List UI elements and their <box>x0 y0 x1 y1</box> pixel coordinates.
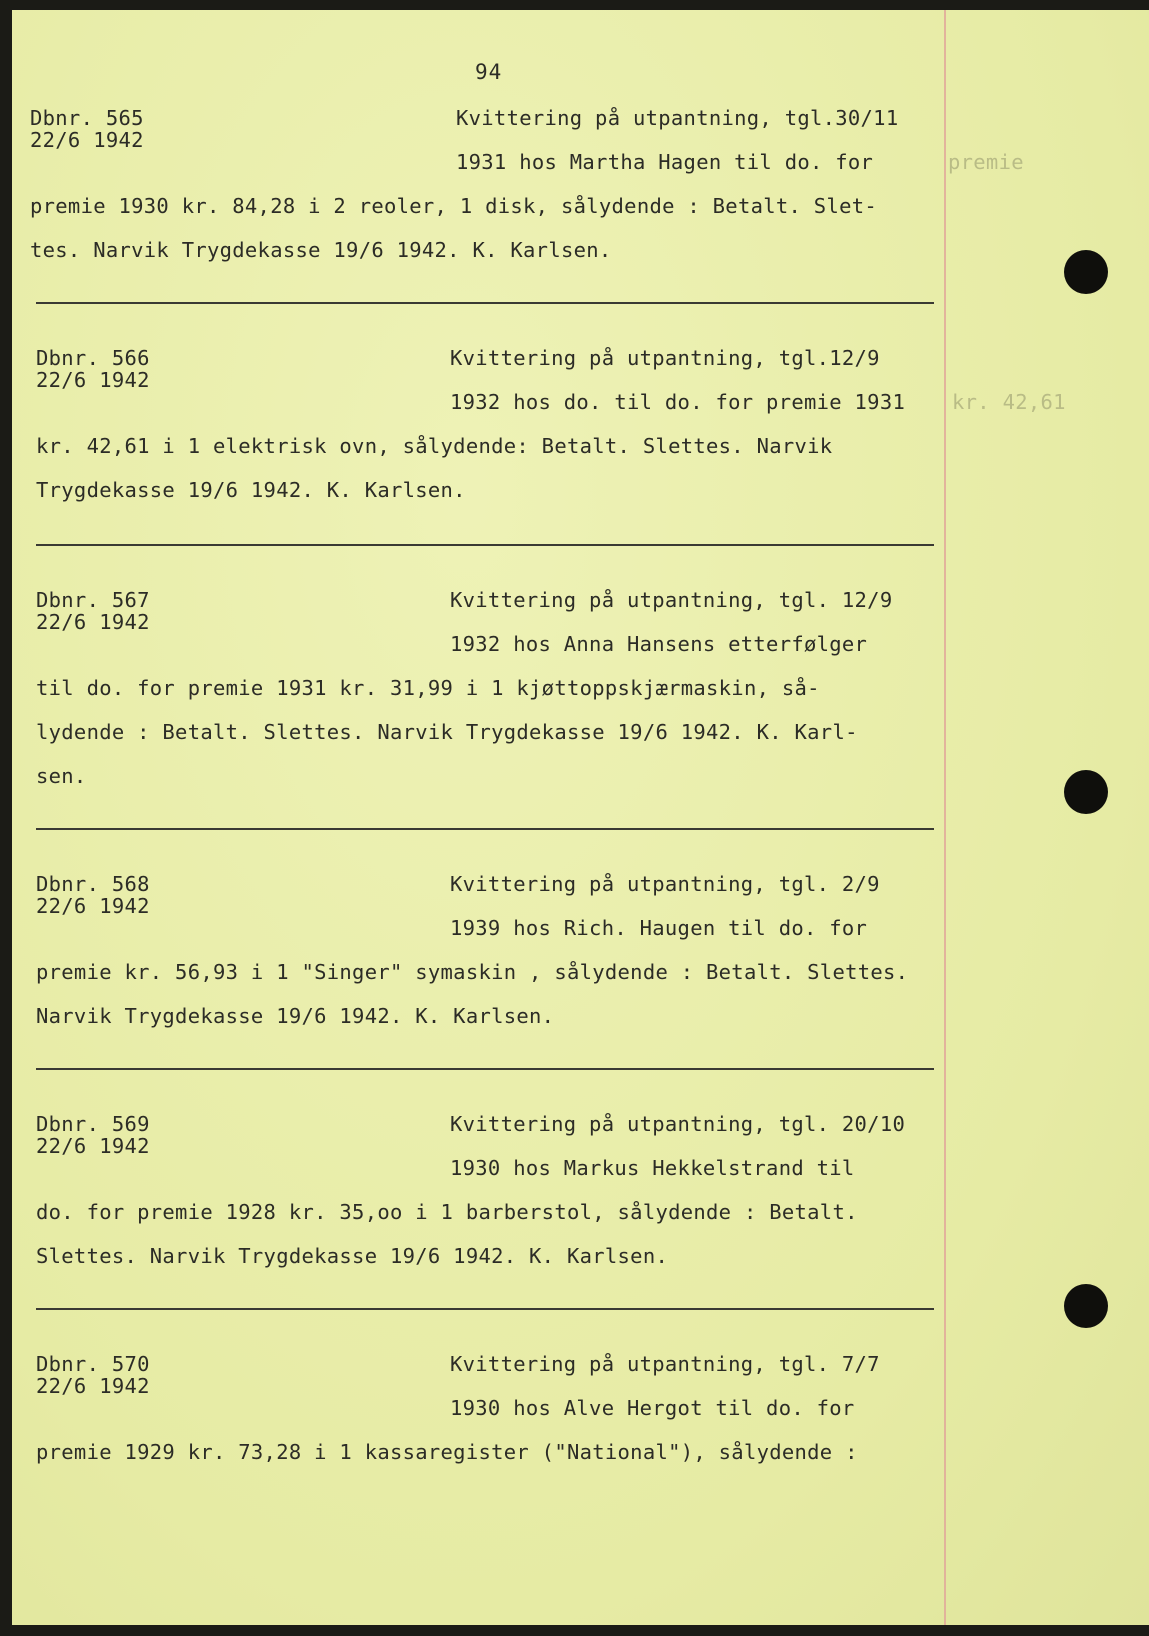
entry-date: 22/6 1942 <box>36 610 150 634</box>
entry-line: premie kr. 56,93 i 1 "Singer" symaskin , sålydende : Betalt. Slettes. <box>36 960 909 984</box>
entry-date: 22/6 1942 <box>36 894 150 918</box>
document-page <box>12 10 1149 1625</box>
entry-dbnr: Dbnr. 565 <box>30 106 144 130</box>
entry-dbnr: Dbnr. 568 <box>36 872 150 896</box>
entry-divider <box>36 1308 934 1310</box>
entry-divider <box>36 302 934 304</box>
entry-line: 1930 hos Markus Hekkelstrand til <box>450 1156 855 1180</box>
entry-date: 22/6 1942 <box>36 1134 150 1158</box>
entry-line: 1932 hos Anna Hansens etterfølger <box>450 632 868 656</box>
entry-date: 22/6 1942 <box>30 128 144 152</box>
entry-line: kr. 42,61 i 1 elektrisk ovn, sålydende: Betalt. Slettes. Narvik <box>36 434 833 458</box>
entry-divider <box>36 1068 934 1070</box>
entry-line: lydende : Betalt. Slettes. Narvik Trygdekasse 19/6 1942. K. Karl- <box>36 720 858 744</box>
entry-line: Slettes. Narvik Trygdekasse 19/6 1942. K. Karlsen. <box>36 1244 669 1268</box>
entry-line: Kvittering på utpantning, tgl. 12/9 <box>450 588 893 612</box>
entry-line: 1932 hos do. til do. for premie 1931 <box>450 390 906 414</box>
punch-hole <box>1064 770 1108 814</box>
entry-line: 1939 hos Rich. Haugen til do. for <box>450 916 868 940</box>
entry-line: til do. for premie 1931 kr. 31,99 i 1 kjøttoppskjærmaskin, så- <box>36 676 820 700</box>
entry-date: 22/6 1942 <box>36 368 150 392</box>
entry-line: Kvittering på utpantning, tgl. 7/7 <box>450 1352 880 1376</box>
entry-divider <box>36 544 934 546</box>
entry-line: tes. Narvik Trygdekasse 19/6 1942. K. Karlsen. <box>30 238 612 262</box>
entry-divider <box>36 828 934 830</box>
entry-dbnr: Dbnr. 569 <box>36 1112 150 1136</box>
entry-line: Kvittering på utpantning, tgl. 20/10 <box>450 1112 906 1136</box>
entry-line: premie 1930 kr. 84,28 i 2 reoler, 1 disk, sålydende : Betalt. Slet- <box>30 194 878 218</box>
entry-dbnr: Dbnr. 567 <box>36 588 150 612</box>
entry-dbnr: Dbnr. 566 <box>36 346 150 370</box>
bleed-through-text: premie <box>948 150 1024 174</box>
entry-line: Kvittering på utpantning, tgl.30/11 <box>456 106 899 130</box>
bleed-through-text: kr. 42,61 <box>952 390 1066 414</box>
entry-date: 22/6 1942 <box>36 1374 150 1398</box>
punch-hole <box>1064 1284 1108 1328</box>
entry-line: sen. <box>36 764 87 788</box>
entry-line: 1931 hos Martha Hagen til do. for <box>456 150 874 174</box>
punch-hole <box>1064 250 1108 294</box>
entry-line: do. for premie 1928 kr. 35,oo i 1 barberstol, sålydende : Betalt. <box>36 1200 858 1224</box>
page-number: 94 <box>475 60 503 84</box>
entry-line: Narvik Trygdekasse 19/6 1942. K. Karlsen. <box>36 1004 555 1028</box>
entry-dbnr: Dbnr. 570 <box>36 1352 150 1376</box>
entry-line: premie 1929 kr. 73,28 i 1 kassaregister ("National"), sålydende : <box>36 1440 858 1464</box>
margin-line <box>944 10 946 1625</box>
entry-line: Trygdekasse 19/6 1942. K. Karlsen. <box>36 478 466 502</box>
entry-line: Kvittering på utpantning, tgl. 2/9 <box>450 872 880 896</box>
entry-line: 1930 hos Alve Hergot til do. for <box>450 1396 855 1420</box>
entry-line: Kvittering på utpantning, tgl.12/9 <box>450 346 880 370</box>
